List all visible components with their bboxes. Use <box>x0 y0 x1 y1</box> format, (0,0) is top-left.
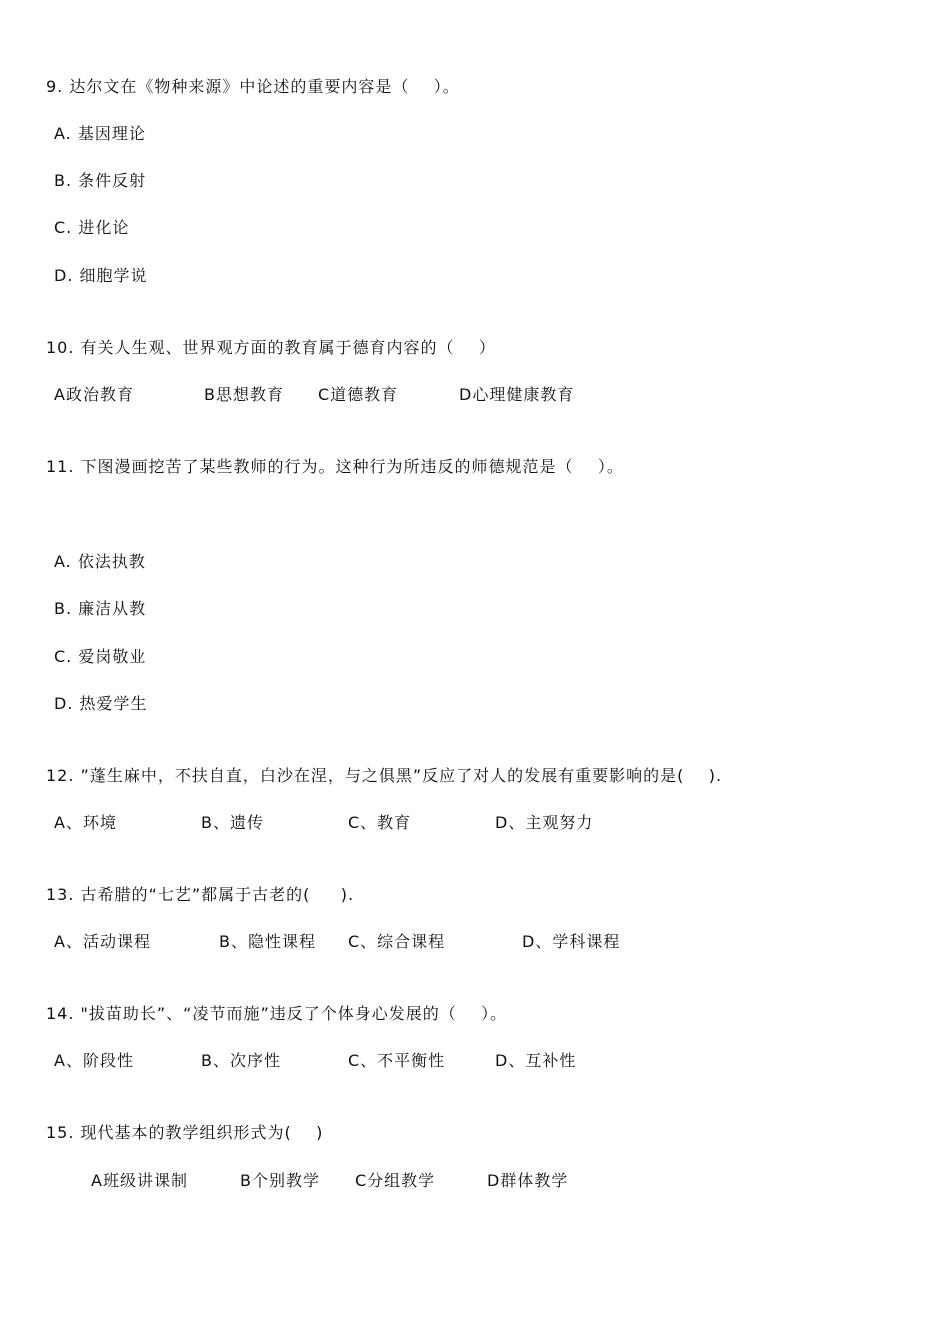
question-9-option-a: A. 基因理论 <box>54 124 146 143</box>
question-10-option-b: B思想教育 <box>204 385 284 404</box>
question-9-option-b: B. 条件反射 <box>54 171 147 190</box>
question-12-option-a: A、环境 <box>54 813 117 832</box>
question-15-option-c: C分组教学 <box>355 1171 436 1190</box>
question-12-option-d: D、主观努力 <box>495 813 594 832</box>
question-14-option-b: B、次序性 <box>201 1051 281 1070</box>
question-11-option-a: A. 依法执教 <box>54 552 146 571</box>
question-10-option-c: C道德教育 <box>318 385 399 404</box>
question-14-stem: 14. "拔苗助长”、“凌节而施”违反了个体身心发展的（ ）。 <box>46 1004 508 1023</box>
question-13-option-d: D、学科课程 <box>522 932 621 951</box>
question-15-option-d: D群体教学 <box>487 1171 569 1190</box>
question-15-option-a: A班级讲课制 <box>91 1171 188 1190</box>
question-12-stem: 12. ”蓬生麻中，不扶自直，白沙在涅，与之俱黑”反应了对人的发展有重要影响的是( ). <box>46 766 723 785</box>
question-15-option-b: B个别教学 <box>240 1171 320 1190</box>
question-14-option-d: D、互补性 <box>495 1051 577 1070</box>
question-9-stem: 9. 达尔文在《物种来源》中论述的重要内容是（ ）。 <box>46 77 460 96</box>
question-11-option-c: C. 爱岗敬业 <box>54 647 147 666</box>
question-11-option-d: D. 热爱学生 <box>54 694 148 713</box>
question-11-option-b: B. 廉洁从教 <box>54 599 147 618</box>
question-14-option-c: C、不平衡性 <box>348 1051 446 1070</box>
question-12-option-c: C、教育 <box>348 813 412 832</box>
question-11-stem: 11. 下图漫画挖苦了某些教师的行为。这种行为所违反的师德规范是（ ）。 <box>46 457 624 476</box>
question-9-option-d: D. 细胞学说 <box>54 266 148 285</box>
question-13-option-c: C、综合课程 <box>348 932 446 951</box>
question-10-option-d: D心理健康教育 <box>459 385 575 404</box>
question-9-option-c: C. 进化论 <box>54 218 130 237</box>
question-10-option-a: A政治教育 <box>54 385 134 404</box>
question-15-stem: 15. 现代基本的教学组织形式为( ) <box>46 1123 324 1142</box>
question-13-stem: 13. 古希腊的“七艺”都属于古老的( ). <box>46 885 355 904</box>
question-13-option-b: B、隐性课程 <box>219 932 316 951</box>
question-14-option-a: A、阶段性 <box>54 1051 134 1070</box>
question-10-stem: 10. 有关人生观、世界观方面的教育属于德育内容的（ ） <box>46 338 496 357</box>
question-12-option-b: B、遗传 <box>201 813 264 832</box>
question-13-option-a: A、活动课程 <box>54 932 151 951</box>
